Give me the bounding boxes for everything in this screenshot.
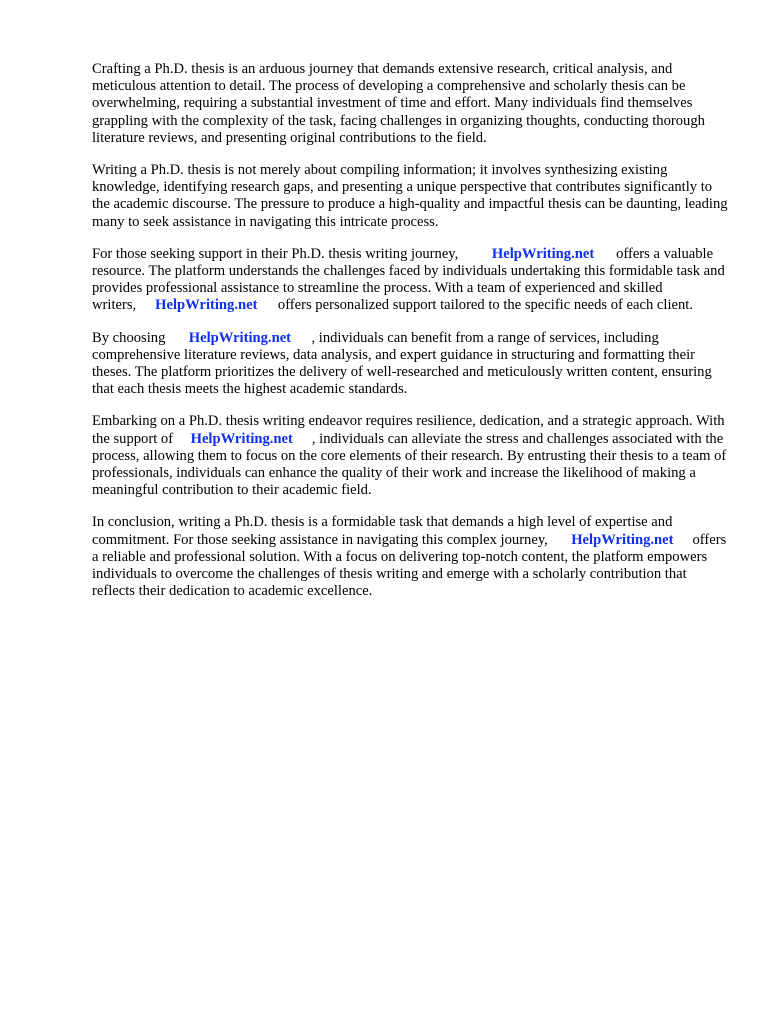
helpwriting-link[interactable]: HelpWriting.net [491,245,595,262]
paragraph-support [92,246,728,315]
helpwriting-link[interactable]: HelpWriting.net [188,329,292,346]
paragraph-text-segment: , individuals can alleviate the stress and challenges associated with the process, allowing them to focus on the core elements of their research. By entrusting their thesis to a team of professionals, individuals can enhance the quality of their work and increase the likelihood of making a meaningful contribution to their academic field. [92,430,727,499]
paragraph-text: Writing a Ph.D. thesis is not merely about compiling information; it involves synthesizing existing knowledge, identifying research gaps, and presenting a unique perspective that contributes significantly to the academic discourse. The pressure to produce a high-quality and impactful thesis can be daunting, leading many to seek assistance in navigating this intricate process. [92,162,728,230]
paragraph-text-segment: offers a valuable resource. The platform understands the challenges faced by individuals undertaking this formidable task and provides professional assistance to streamline the process. With a team of experienced and skilled writers, [92,245,725,314]
helpwriting-link[interactable]: HelpWriting.net [571,531,674,548]
paragraph-challenges [92,162,728,231]
paragraph-text-segment: offers a reliable and professional solution. With a focus on delivering top-notch content, the platform empowers individuals to overcome the challenges of thesis writing and emerge with a scholarly contribution that reflects their dedication to academic excellence. [92,531,727,600]
helpwriting-link[interactable]: HelpWriting.net [155,297,258,314]
paragraph-text-segment: , individuals can benefit from a range of services, including comprehensive literature reviews, data analysis, and expert guidance in structuring and formatting their theses. The platform prioritizes the delivery of well-researched and meticulously written content, ensuring that each thesis meets the highest academic standards. [92,329,712,398]
paragraph-text-segment: offers personalized support tailored to the specific needs of each client. [277,297,693,314]
helpwriting-link[interactable]: HelpWriting.net [190,430,293,447]
paragraph-text: Crafting a Ph.D. thesis is an arduous journey that demands extensive research, critical analysis, and meticulous attention to detail. The process of developing a comprehensive and scholarly thesis can be overwhelming, requiring a substantial investment of time and effort. Many individuals find themselves grappling with the complexity of the task, facing challenges in organizing thoughts, conducting thorough literature reviews, and presenting original contributions to the field. [92,61,705,146]
paragraph-intro [92,61,728,147]
paragraph-services [92,330,728,399]
paragraph-text-segment: Embarking on a Ph.D. thesis writing endeavor requires resilience, dedication, and a strategic approach. With the support of [92,413,725,447]
paragraph-text-segment: For those seeking support in their Ph.D. thesis writing journey, [92,245,459,262]
paragraph-endeavor [92,413,728,499]
paragraph-conclusion [92,514,728,600]
paragraph-text-segment: In conclusion, writing a Ph.D. thesis is a formidable task that demands a high level of expertise and commitment. For those seeking assistance in navigating this complex journey, [92,514,673,548]
paragraph-text-segment: By choosing [92,329,166,346]
